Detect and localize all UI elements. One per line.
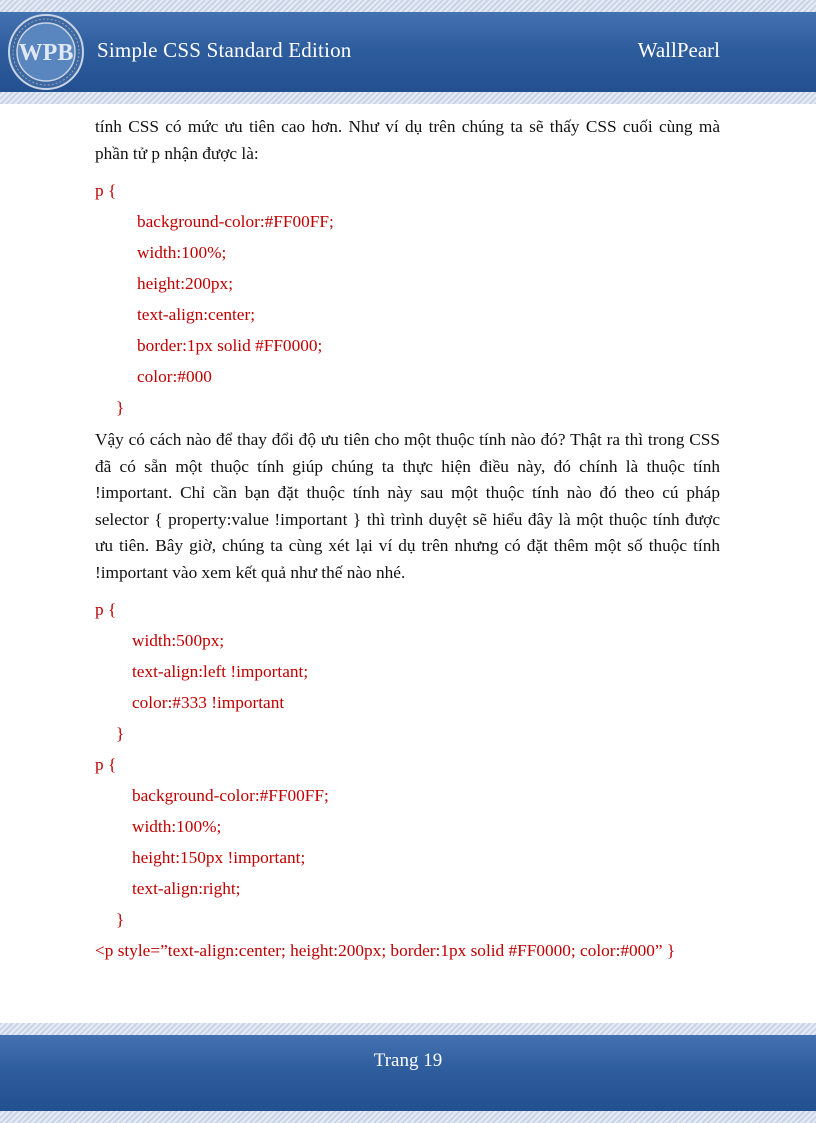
paragraph-2: Vậy có cách nào để thay đổi độ ưu tiên cho một thuộc tính nào đó? Thật ra thì trong CSS đã có sẵn một thuộc tính giúp chúng ta thực hiện điều này, đó chính là thuộc tính !important. Chỉ cần bạn đặt thuộc tính này sau một thuộc tính nào đó theo cú pháp selector { property:value !important } thì trình duyệt sẽ hiểu đây là một thuộc tính được ưu tiên. Bây giờ, chúng ta cùng xét lại ví dụ trên nhưng có đặt thêm một số thuộc tính !important vào xem kết quả như thế nào nhé. — [95, 430, 720, 582]
footer-top-stripe — [0, 1023, 816, 1035]
code-block-1 — [95, 175, 720, 423]
code-line: width:500px; — [132, 631, 225, 650]
code-line: p { — [95, 755, 117, 774]
page-number: Trang 19 — [373, 1050, 443, 1071]
code-line: p { — [95, 600, 117, 619]
code-line: color:#000 — [137, 367, 212, 386]
code-line: text-align:center; — [137, 305, 256, 324]
header-brand: WallPearl — [637, 38, 720, 62]
code-block-2 — [95, 594, 720, 966]
svg-text:WPB: WPB — [18, 40, 74, 66]
page-content — [95, 114, 720, 966]
code-line: color:#333 !important — [132, 693, 285, 712]
header-title: Simple CSS Standard Edition — [97, 38, 352, 62]
code-line: } — [116, 910, 125, 929]
code-line: } — [116, 724, 125, 743]
code-line: p { — [95, 181, 117, 200]
wpb-logo-icon — [7, 13, 85, 91]
header-bottom-stripe — [0, 92, 816, 104]
code-line: width:100%; — [132, 817, 222, 836]
header-band — [0, 0, 816, 104]
code-line: background-color:#FF00FF; — [132, 786, 329, 805]
paragraph-1: tính CSS có mức ưu tiên cao hơn. Như ví dụ trên chúng ta sẽ thấy CSS cuối cùng mà phần tử p nhận được là: — [95, 117, 720, 163]
footer-bottom-stripe — [0, 1111, 816, 1123]
code-line: text-align:left !important; — [132, 662, 309, 681]
code-line: height:150px !important; — [132, 848, 306, 867]
code-line: width:100%; — [137, 243, 227, 262]
code-line: text-align:right; — [132, 879, 241, 898]
footer-band — [0, 1023, 816, 1123]
header-top-stripe — [0, 0, 816, 12]
code-line: background-color:#FF00FF; — [137, 212, 334, 231]
code-line: } — [116, 398, 125, 417]
code-line: <p style=”text-align:center; height:200px; border:1px solid #FF0000; color:#000” } — [95, 941, 676, 960]
code-line: height:200px; — [137, 274, 234, 293]
code-line: border:1px solid #FF0000; — [137, 336, 323, 355]
